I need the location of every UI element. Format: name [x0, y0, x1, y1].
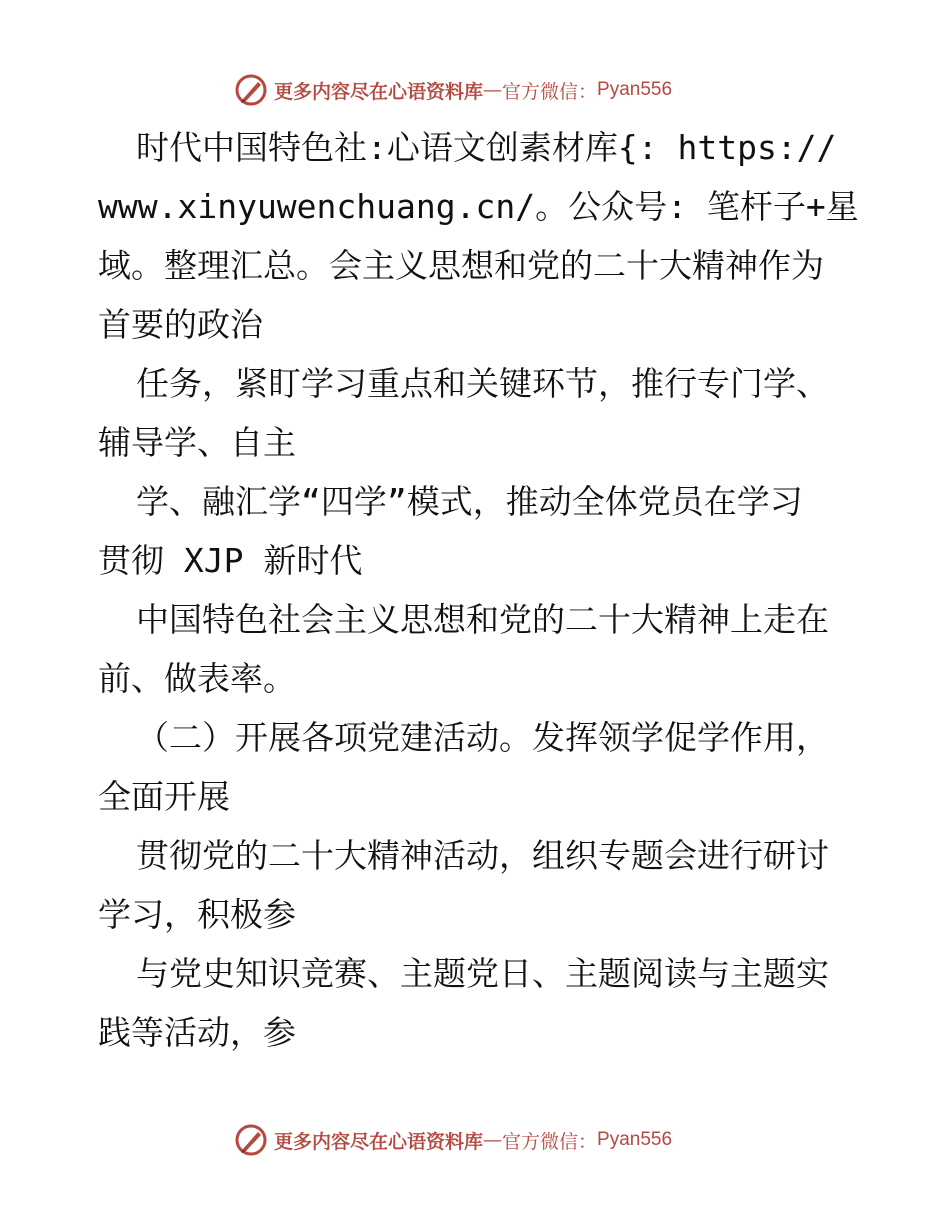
header-banner-main: 更多内容尽在心语资料库 — [274, 80, 484, 103]
text-line: 全面开展 — [98, 777, 230, 816]
text-line: 任务，紧盯学习重点和关键环节，推行专门学、 — [136, 364, 829, 403]
pen-logo-icon — [234, 1123, 268, 1157]
footer-banner-main: 更多内容尽在心语资料库 — [274, 1130, 484, 1153]
footer-banner-separator: — — [483, 1129, 503, 1151]
text-line: 前、做表率。 — [98, 659, 296, 698]
text-line: 贯彻 XJP 新时代 — [98, 541, 363, 580]
text-line: 学、融汇学“四学”模式，推动全体党员在学习 — [136, 482, 803, 521]
text-line: 首要的政治 — [98, 305, 263, 344]
footer-banner — [234, 1120, 672, 1160]
text-line: 域。整理汇总。会主义思想和党的二十大精神作为 — [98, 246, 824, 285]
text-line: 学习，积极参 — [98, 895, 296, 934]
text-line: 时代中国特色社:心语文创素材库{: https:// — [136, 128, 837, 167]
text-line: （二）开展各项党建活动。发挥领学促学作用， — [136, 718, 829, 757]
pen-logo-icon — [234, 73, 268, 107]
footer-banner-wechat-id: Pyan556 — [597, 1129, 673, 1150]
header-banner-separator: — — [483, 79, 503, 101]
text-line: 中国特色社会主义思想和党的二十大精神上走在 — [136, 600, 829, 639]
header-banner-label: 官方微信： — [502, 80, 598, 103]
header-banner-wechat-id: Pyan556 — [597, 79, 673, 100]
footer-banner-label: 官方微信： — [502, 1130, 598, 1153]
text-line: 与党史知识竞赛、主题党日、主题阅读与主题实 — [136, 954, 829, 993]
text-line: www.xinyuwenchuang.cn/。公众号: 笔杆子+星 — [98, 187, 859, 226]
text-line: 辅导学、自主 — [98, 423, 296, 462]
document-body — [98, 118, 858, 1062]
text-line: 贯彻党的二十大精神活动，组织专题会进行研讨 — [136, 836, 829, 875]
header-banner — [234, 70, 672, 110]
text-line: 践等活动，参 — [98, 1013, 296, 1052]
